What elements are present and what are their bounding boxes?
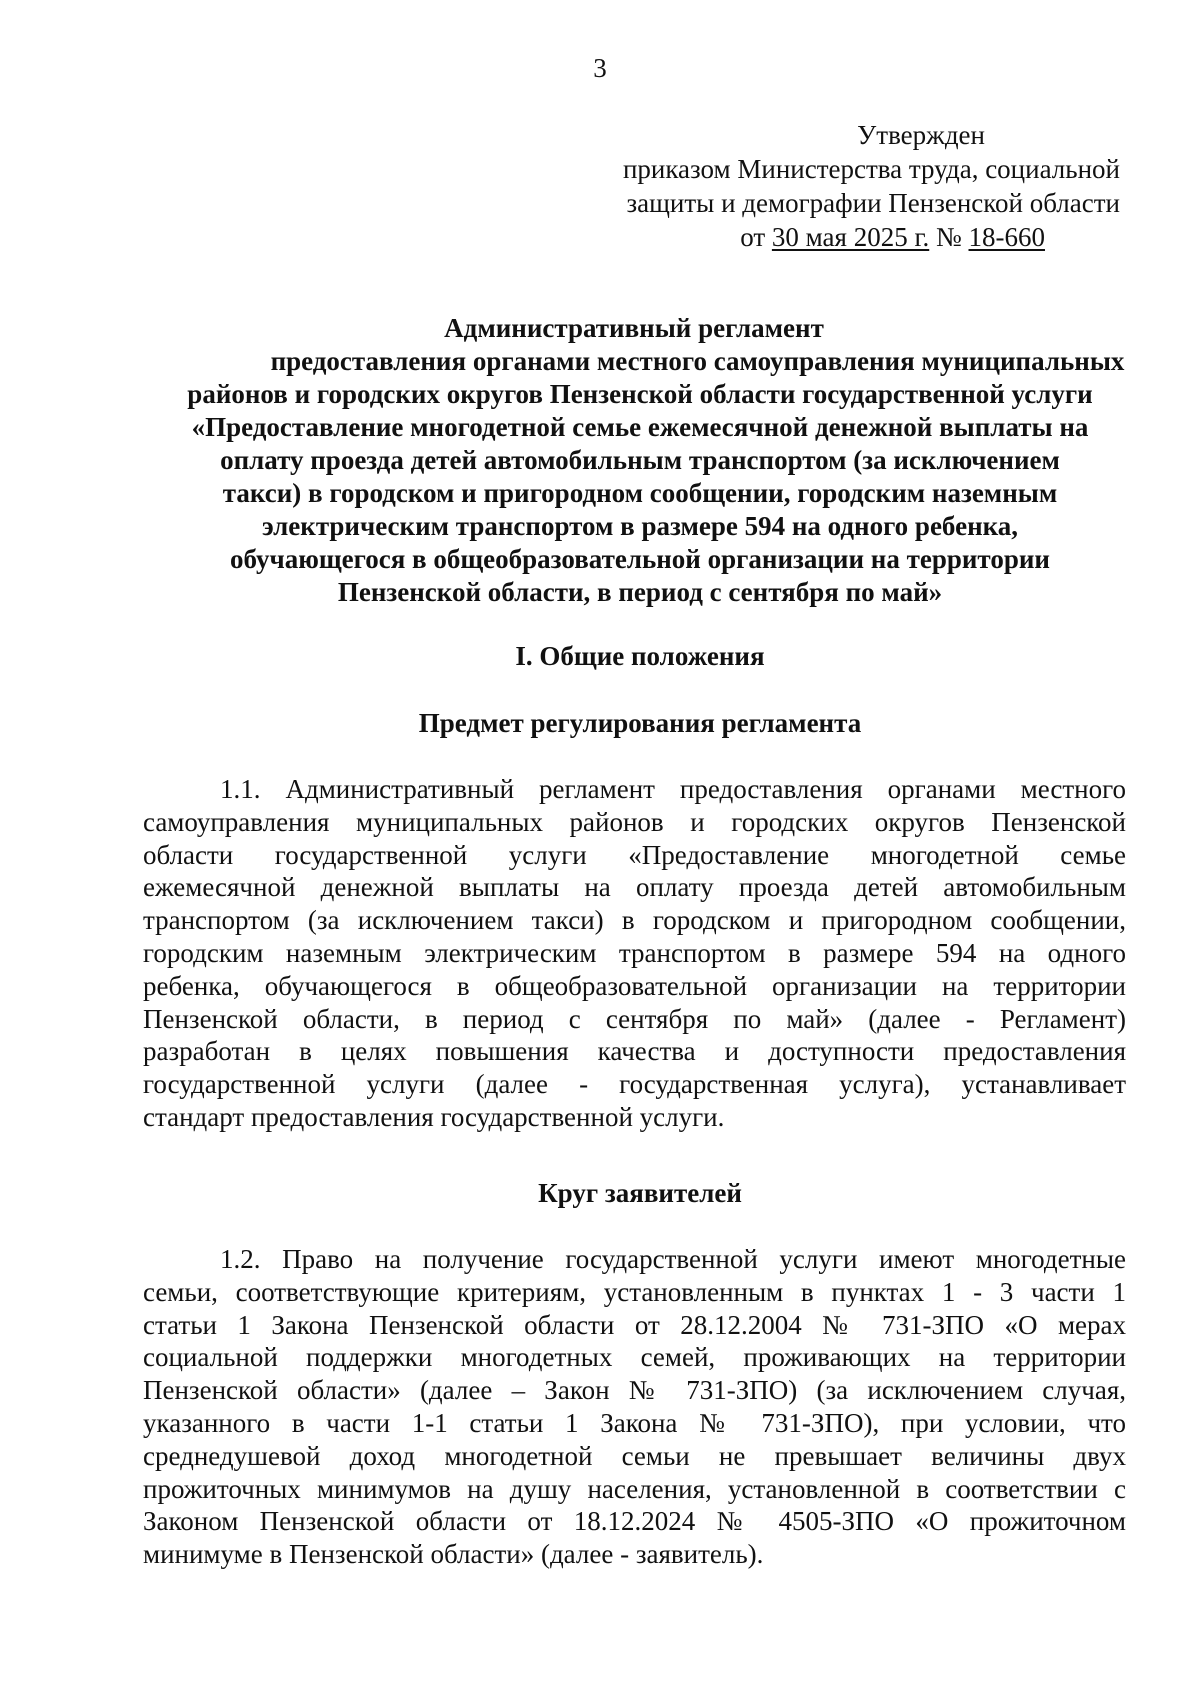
paragraph-line: 1.1. Административный регламент предоставления органами местного	[220, 774, 1126, 804]
paragraph-line: государственной услуги (далее - государственная услуга), устанавливает	[143, 1069, 1126, 1100]
approval-prefix: от	[740, 222, 766, 252]
paragraph-line: указанного в части 1-1 статьи 1 Закона № 731-ЗПО), при условии, что	[143, 1407, 1126, 1438]
approval-line: приказом Министерства труда, социальной	[622, 154, 1120, 184]
title-line: предоставления органами местного самоуправления муниципальных	[270, 346, 1125, 376]
section-heading: I. Общие положения	[515, 641, 765, 671]
paragraph-line: разработан в целях повышения качества и доступности предоставления	[143, 1036, 1126, 1067]
paragraph-line: 1.2. Право на получение государственной услуги имеют многодетные	[220, 1244, 1126, 1274]
approval-date-line	[560, 220, 1120, 254]
paragraph-line: стандарт предоставления государственной услуги.	[143, 1101, 725, 1132]
approval-number: 18-660	[968, 222, 1045, 252]
approval-line: Утвержден	[857, 120, 985, 150]
paragraph-line: Пензенской области» (далее – Закон № 731-ЗПО) (за исключением случая,	[143, 1375, 1126, 1406]
title-line: Административный регламент	[444, 313, 824, 343]
title-line: обучающегося в общеобразовательной организации на территории	[230, 544, 1050, 574]
paragraph-line: Пензенской области, в период с сентября по май» (далее - Регламент)	[143, 1003, 1126, 1034]
approval-number-sign: №	[935, 222, 962, 252]
paragraph-line: прожиточных минимумов на душу населения, установленной в соответствии с	[143, 1473, 1126, 1504]
paragraph-line: ребенка, обучающегося в общеобразовательной организации на территории	[143, 970, 1126, 1001]
paragraph-line: социальной поддержки многодетных семей, проживающих на территории	[143, 1342, 1126, 1373]
title-line: такси) в городском и пригородном сообщении, городским наземным	[222, 478, 1058, 508]
paragraph-line: статьи 1 Закона Пензенской области от 28.12.2004 № 731-ЗПО «О мерах	[143, 1309, 1126, 1340]
approval-date: 30 мая 2025 г.	[771, 222, 930, 252]
document-title	[140, 312, 1140, 609]
subsection-heading: Предмет регулирования регламента	[418, 708, 862, 738]
title-line: электрическим транспортом в размере 594 на одного ребенка,	[261, 511, 1019, 541]
paragraph-1-1	[143, 773, 1126, 1134]
title-line: Пензенской области, в период с сентября по май»	[337, 577, 943, 607]
approval-block	[560, 118, 1120, 254]
paragraph-line: ежемесячной денежной выплаты на оплату проезда детей автомобильным	[143, 872, 1126, 903]
paragraph-line: транспортом (за исключением такси) в городском и пригородном сообщении,	[143, 905, 1126, 936]
title-line: «Предоставление многодетной семье ежемесячной денежной выплаты на	[191, 412, 1089, 442]
title-line: оплату проезда детей автомобильным транспортом (за исключением	[220, 445, 1060, 475]
approval-line: защиты и демографии Пензенской области	[626, 188, 1120, 218]
applicants-heading: Круг заявителей	[538, 1178, 742, 1208]
paragraph-line: среднедушевой доход многодетной семьи не превышает величины двух	[143, 1440, 1126, 1471]
paragraph-line: области государственной услуги «Предоставление многодетной семье	[143, 839, 1126, 870]
page-number: 3	[593, 53, 607, 83]
title-line: районов и городских округов Пензенской области государственной услуги	[187, 379, 1093, 409]
paragraph-line: самоуправления муниципальных районов и городских округов Пензенской	[143, 806, 1126, 837]
paragraph-line: Законом Пензенской области от 18.12.2024 № 4505-ЗПО «О прожиточном	[143, 1506, 1126, 1537]
paragraph-line: городским наземным электрическим транспортом в размере 594 на одного	[143, 937, 1126, 968]
paragraph-line: семьи, соответствующие критериям, установленным в пунктах 1 - 3 части 1	[143, 1276, 1126, 1307]
paragraph-line: минимуме в Пензенской области» (далее - заявитель).	[143, 1539, 764, 1570]
paragraph-1-2	[143, 1243, 1126, 1571]
